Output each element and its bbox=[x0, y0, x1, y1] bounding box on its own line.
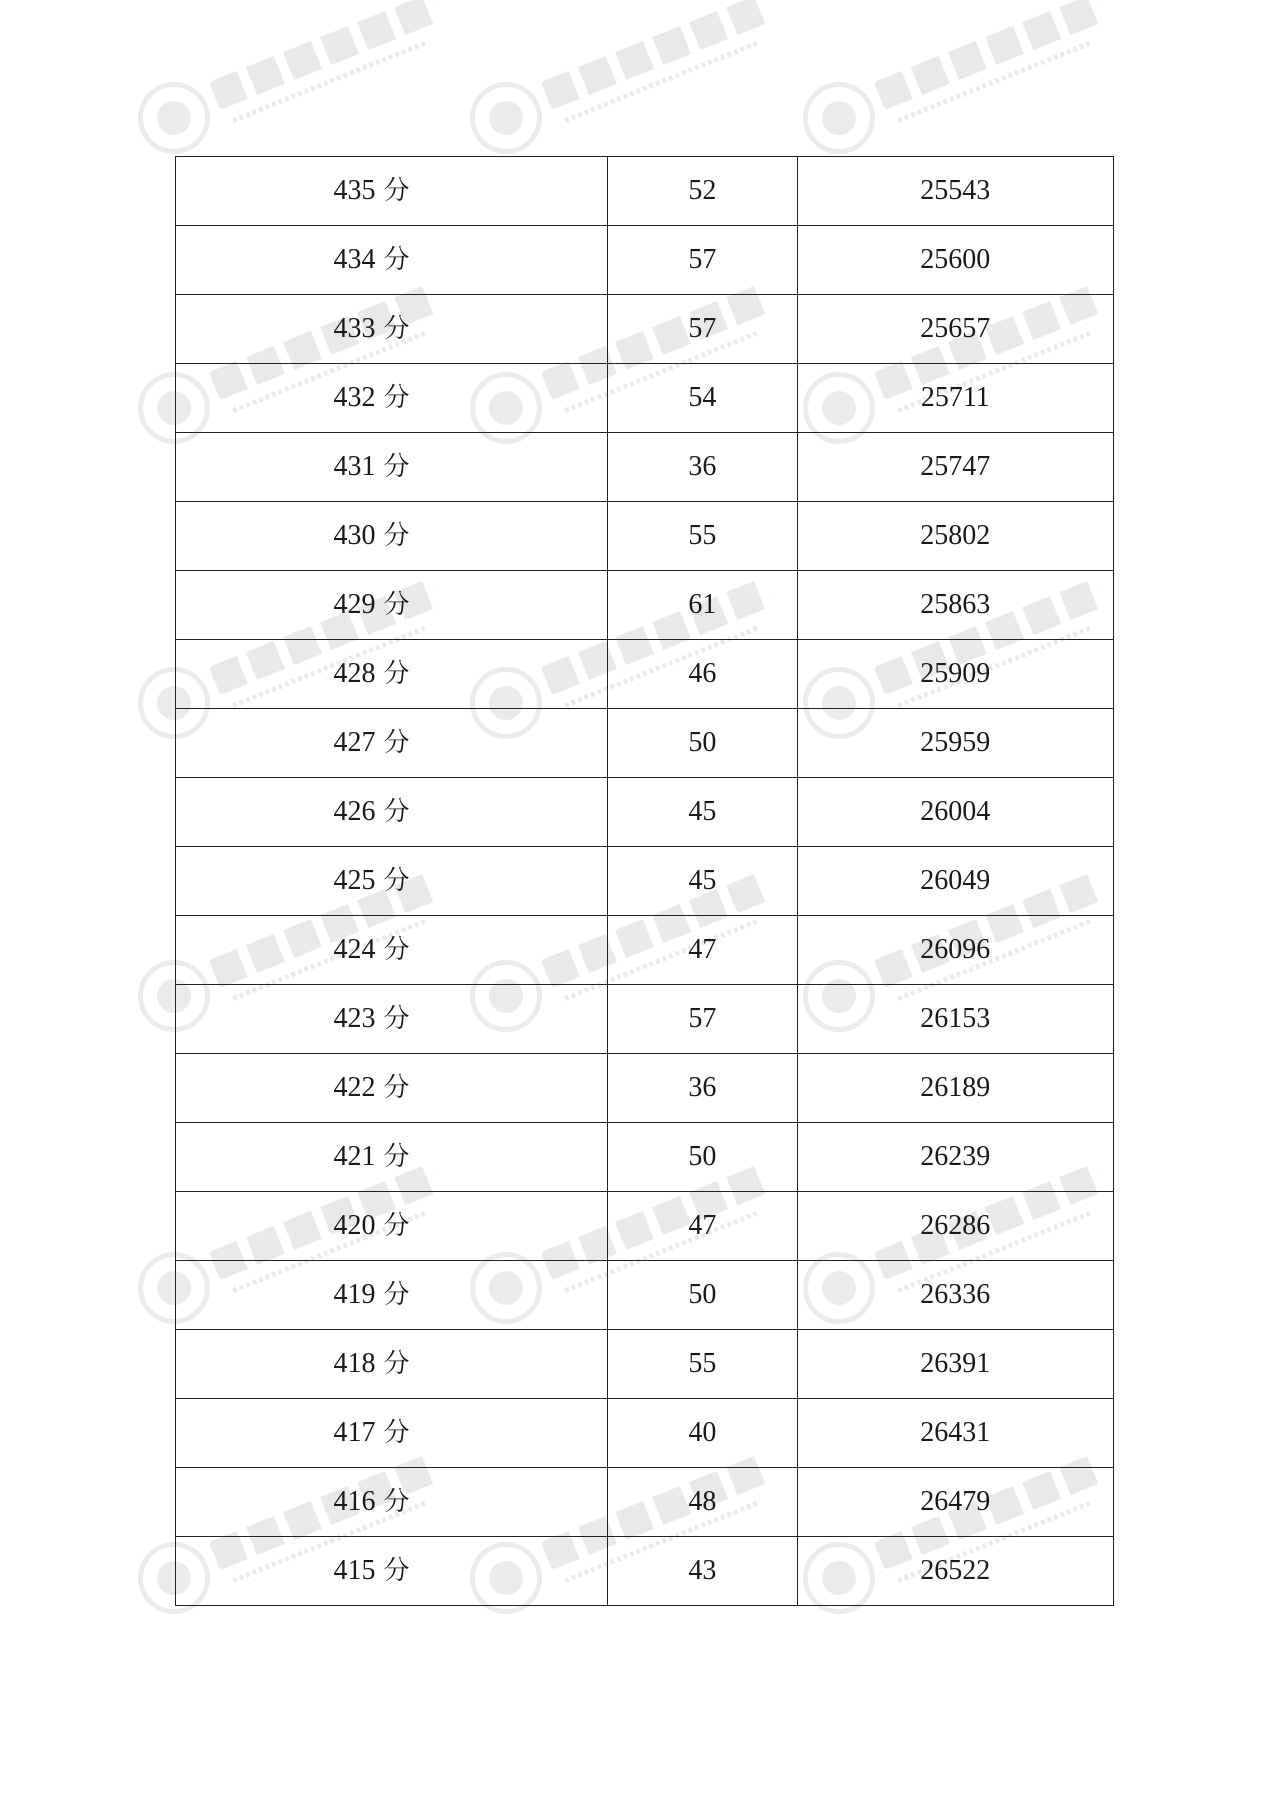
score-value-group bbox=[334, 1419, 410, 1447]
score-value-group bbox=[334, 729, 410, 757]
cumulative-cell: 25543 bbox=[797, 157, 1113, 226]
score-cell bbox=[176, 226, 608, 295]
score-value: 416 bbox=[333, 1486, 376, 1517]
score-cell bbox=[176, 571, 608, 640]
score-unit: 分 bbox=[383, 1280, 410, 1310]
table-row bbox=[176, 640, 1114, 709]
seal-icon bbox=[138, 82, 210, 154]
score-cell bbox=[176, 1192, 608, 1261]
score-value: 433 bbox=[333, 313, 376, 344]
cumulative-cell: 26286 bbox=[797, 1192, 1113, 1261]
score-value-group bbox=[334, 1488, 410, 1516]
score-value: 426 bbox=[333, 796, 376, 827]
table-row bbox=[176, 1261, 1114, 1330]
score-value: 421 bbox=[333, 1141, 376, 1172]
score-value-group bbox=[334, 315, 410, 343]
score-value: 423 bbox=[333, 1003, 376, 1034]
table-row bbox=[176, 778, 1114, 847]
count-cell: 47 bbox=[608, 1192, 798, 1261]
score-value-group bbox=[334, 453, 410, 481]
score-value: 435 bbox=[333, 175, 376, 206]
count-cell: 47 bbox=[608, 916, 798, 985]
table-row bbox=[176, 226, 1114, 295]
score-value: 422 bbox=[333, 1072, 376, 1103]
score-unit: 分 bbox=[383, 1418, 410, 1448]
table-row bbox=[176, 985, 1114, 1054]
cumulative-cell: 26336 bbox=[797, 1261, 1113, 1330]
score-cell bbox=[176, 916, 608, 985]
watermark-lettering bbox=[209, 0, 443, 110]
score-unit: 分 bbox=[383, 383, 410, 413]
score-value-group bbox=[334, 1005, 410, 1033]
score-value: 415 bbox=[333, 1555, 376, 1586]
table-row bbox=[176, 1468, 1114, 1537]
score-cell bbox=[176, 1399, 608, 1468]
score-cell bbox=[176, 157, 608, 226]
table-row bbox=[176, 502, 1114, 571]
score-value-group bbox=[334, 522, 410, 550]
score-value-group bbox=[334, 660, 410, 688]
score-value-group bbox=[334, 246, 410, 274]
score-value-group bbox=[334, 1557, 410, 1585]
score-unit: 分 bbox=[383, 245, 410, 275]
cumulative-cell: 26189 bbox=[797, 1054, 1113, 1123]
score-distribution-table bbox=[175, 156, 1114, 1606]
score-value: 417 bbox=[333, 1417, 376, 1448]
table-row bbox=[176, 1054, 1114, 1123]
table-row bbox=[176, 157, 1114, 226]
score-value: 428 bbox=[333, 658, 376, 689]
count-cell: 50 bbox=[608, 1123, 798, 1192]
cumulative-cell: 26522 bbox=[797, 1537, 1113, 1606]
score-value-group bbox=[334, 1074, 410, 1102]
score-unit: 分 bbox=[383, 797, 410, 827]
count-cell: 55 bbox=[608, 1330, 798, 1399]
cumulative-cell: 25711 bbox=[797, 364, 1113, 433]
table-row bbox=[176, 571, 1114, 640]
count-cell: 50 bbox=[608, 709, 798, 778]
score-value-group bbox=[334, 867, 410, 895]
table-row bbox=[176, 1537, 1114, 1606]
score-value: 424 bbox=[333, 934, 376, 965]
score-value: 430 bbox=[333, 520, 376, 551]
cumulative-cell: 26049 bbox=[797, 847, 1113, 916]
score-value: 432 bbox=[333, 382, 376, 413]
score-value-group bbox=[334, 1143, 410, 1171]
table-row bbox=[176, 709, 1114, 778]
score-unit: 分 bbox=[383, 1556, 410, 1586]
seal-icon bbox=[470, 82, 542, 154]
count-cell: 36 bbox=[608, 433, 798, 502]
score-value-group bbox=[334, 1350, 410, 1378]
table-row bbox=[176, 433, 1114, 502]
watermark-lettering bbox=[874, 0, 1108, 110]
watermark-subline bbox=[897, 40, 1094, 123]
score-unit: 分 bbox=[383, 1142, 410, 1172]
score-unit: 分 bbox=[383, 452, 410, 482]
score-cell bbox=[176, 1330, 608, 1399]
seal-icon bbox=[803, 82, 875, 154]
table-row bbox=[176, 916, 1114, 985]
score-cell bbox=[176, 985, 608, 1054]
score-value-group bbox=[334, 1281, 410, 1309]
score-value-group bbox=[334, 177, 410, 205]
cumulative-cell: 26431 bbox=[797, 1399, 1113, 1468]
score-unit: 分 bbox=[383, 935, 410, 965]
score-value: 431 bbox=[333, 451, 376, 482]
table-row bbox=[176, 1330, 1114, 1399]
table-row bbox=[176, 364, 1114, 433]
score-cell bbox=[176, 364, 608, 433]
score-cell bbox=[176, 1123, 608, 1192]
cumulative-cell: 25747 bbox=[797, 433, 1113, 502]
count-cell: 46 bbox=[608, 640, 798, 709]
watermark-logo bbox=[470, 40, 810, 160]
table-row bbox=[176, 1192, 1114, 1261]
cumulative-cell: 25600 bbox=[797, 226, 1113, 295]
cumulative-cell: 26096 bbox=[797, 916, 1113, 985]
score-cell bbox=[176, 1537, 608, 1606]
cumulative-cell: 26004 bbox=[797, 778, 1113, 847]
count-cell: 43 bbox=[608, 1537, 798, 1606]
score-cell bbox=[176, 502, 608, 571]
score-cell bbox=[176, 433, 608, 502]
count-cell: 45 bbox=[608, 847, 798, 916]
score-value: 427 bbox=[333, 727, 376, 758]
cumulative-cell: 25802 bbox=[797, 502, 1113, 571]
count-cell: 57 bbox=[608, 295, 798, 364]
count-cell: 40 bbox=[608, 1399, 798, 1468]
table-row bbox=[176, 1123, 1114, 1192]
score-unit: 分 bbox=[383, 1073, 410, 1103]
score-unit: 分 bbox=[383, 590, 410, 620]
score-value-group bbox=[334, 1212, 410, 1240]
count-cell: 36 bbox=[608, 1054, 798, 1123]
score-value: 418 bbox=[333, 1348, 376, 1379]
score-cell bbox=[176, 295, 608, 364]
table-row bbox=[176, 847, 1114, 916]
score-unit: 分 bbox=[383, 659, 410, 689]
score-cell bbox=[176, 1261, 608, 1330]
count-cell: 45 bbox=[608, 778, 798, 847]
score-cell bbox=[176, 1468, 608, 1537]
score-cell bbox=[176, 640, 608, 709]
score-unit: 分 bbox=[383, 728, 410, 758]
count-cell: 57 bbox=[608, 226, 798, 295]
count-cell: 54 bbox=[608, 364, 798, 433]
cumulative-cell: 26479 bbox=[797, 1468, 1113, 1537]
watermark-logo bbox=[803, 40, 1143, 160]
score-value-group bbox=[334, 591, 410, 619]
score-cell bbox=[176, 709, 608, 778]
cumulative-cell: 26153 bbox=[797, 985, 1113, 1054]
score-cell bbox=[176, 847, 608, 916]
cumulative-cell: 25863 bbox=[797, 571, 1113, 640]
watermark-lettering bbox=[541, 0, 775, 110]
score-unit: 分 bbox=[383, 521, 410, 551]
table-row bbox=[176, 1399, 1114, 1468]
score-value: 419 bbox=[333, 1279, 376, 1310]
score-value: 425 bbox=[333, 865, 376, 896]
score-value-group bbox=[334, 936, 410, 964]
count-cell: 52 bbox=[608, 157, 798, 226]
count-cell: 61 bbox=[608, 571, 798, 640]
score-unit: 分 bbox=[383, 866, 410, 896]
score-cell bbox=[176, 1054, 608, 1123]
score-unit: 分 bbox=[383, 176, 410, 206]
table-row bbox=[176, 295, 1114, 364]
count-cell: 48 bbox=[608, 1468, 798, 1537]
score-value: 434 bbox=[333, 244, 376, 275]
table-body bbox=[176, 157, 1114, 1606]
cumulative-cell: 26391 bbox=[797, 1330, 1113, 1399]
cumulative-cell: 25959 bbox=[797, 709, 1113, 778]
score-unit: 分 bbox=[383, 1487, 410, 1517]
count-cell: 57 bbox=[608, 985, 798, 1054]
count-cell: 55 bbox=[608, 502, 798, 571]
score-cell bbox=[176, 778, 608, 847]
watermark-subline bbox=[564, 40, 761, 123]
score-value-group bbox=[334, 798, 410, 826]
cumulative-cell: 25909 bbox=[797, 640, 1113, 709]
cumulative-cell: 26239 bbox=[797, 1123, 1113, 1192]
score-unit: 分 bbox=[383, 1004, 410, 1034]
watermark-subline bbox=[232, 40, 429, 123]
watermark-logo bbox=[138, 40, 478, 160]
score-value: 429 bbox=[333, 589, 376, 620]
count-cell: 50 bbox=[608, 1261, 798, 1330]
score-value-group bbox=[334, 384, 410, 412]
score-unit: 分 bbox=[383, 314, 410, 344]
score-unit: 分 bbox=[383, 1211, 410, 1241]
score-value: 420 bbox=[333, 1210, 376, 1241]
score-unit: 分 bbox=[383, 1349, 410, 1379]
cumulative-cell: 25657 bbox=[797, 295, 1113, 364]
